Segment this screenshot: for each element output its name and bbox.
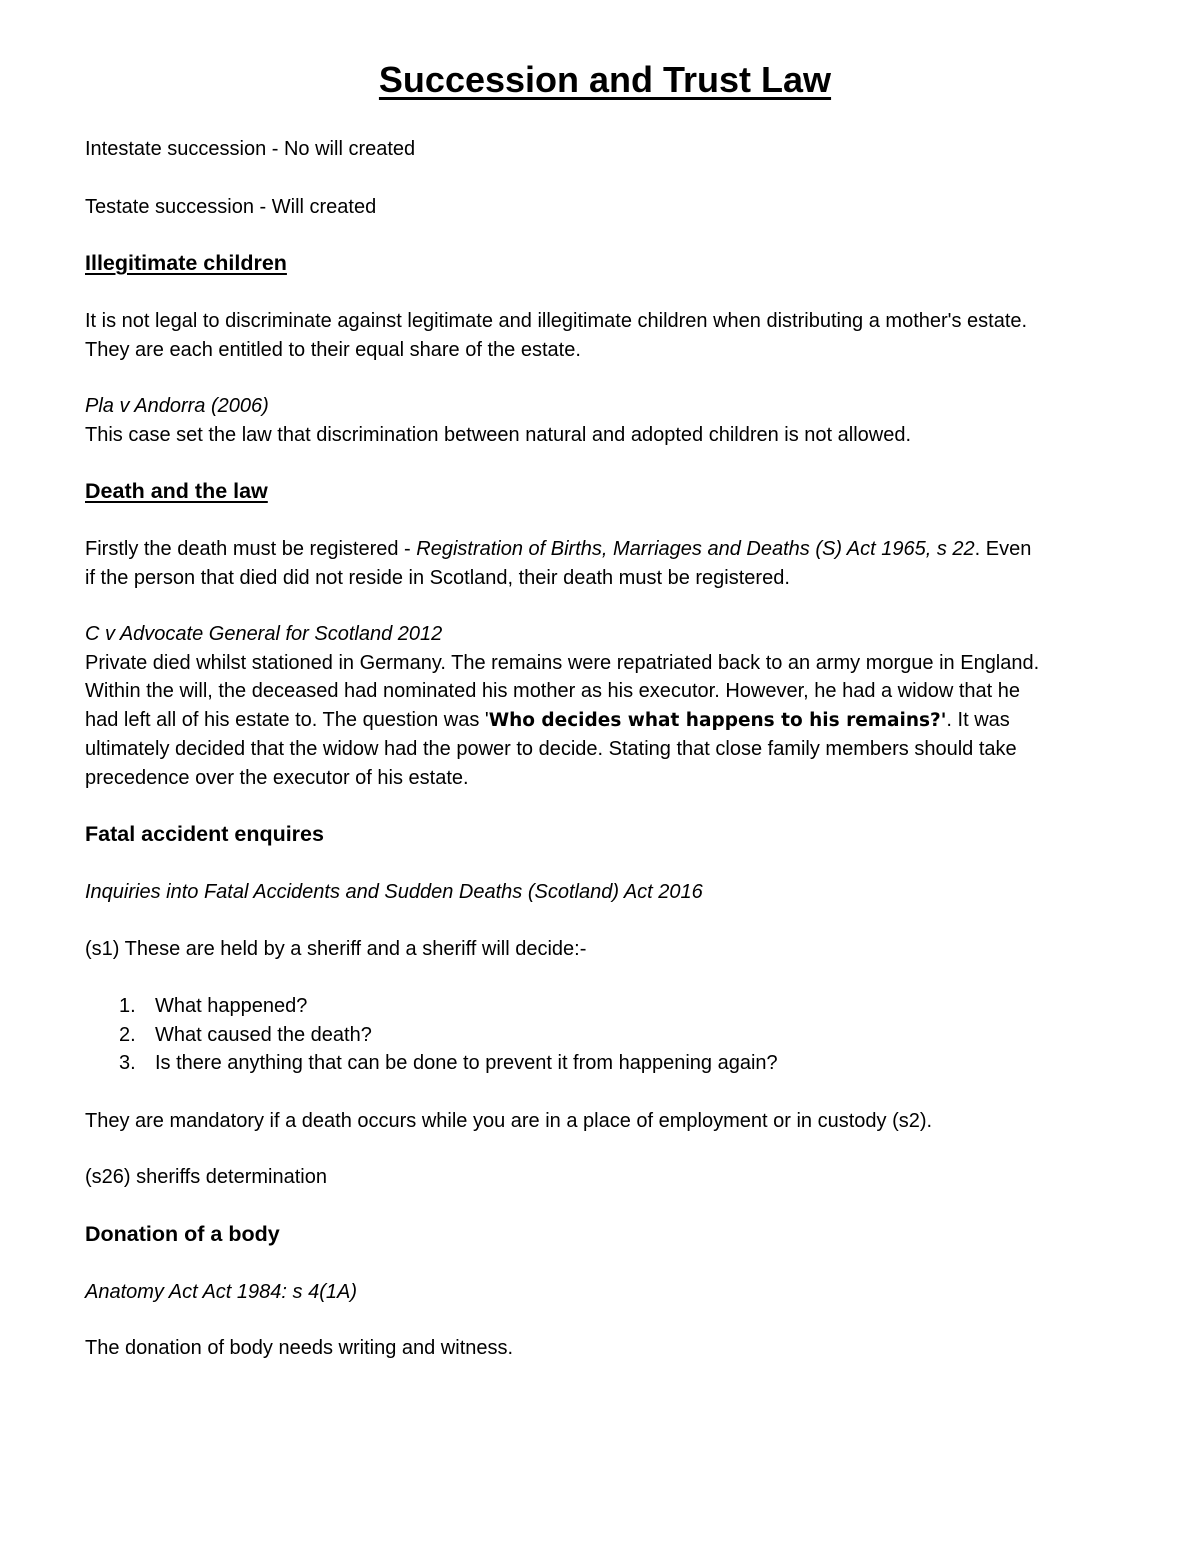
donation-requirement-text: The donation of body needs writing and witness.: [85, 1337, 514, 1359]
sheriff-decision-list: [85, 992, 1125, 1078]
list-item: [85, 1049, 1125, 1078]
heading-donation-of-a-body: Donation of a body: [85, 1221, 280, 1246]
death-registration-text-end: . Even: [974, 538, 1032, 560]
case-text-line-3-start: had left all of his estate to. The question was ': [85, 708, 489, 731]
testate-definition: Testate succession - Will created: [85, 195, 377, 218]
list-item: [85, 1021, 1125, 1050]
list-item-text: What happened?: [155, 995, 308, 1017]
list-item-number: 2.: [119, 1023, 136, 1046]
intestate-definition: Intestate succession - No will created: [85, 138, 416, 160]
fatal-accidents-act-citation: Inquiries into Fatal Accidents and Sudden Deaths (Scotland) Act 2016: [85, 881, 703, 903]
page-title: Succession and Trust Law: [378, 59, 832, 100]
illegitimate-paragraph-line-1: It is not legal to discriminate against legitimate and illegitimate children when distributing a mother's estate.: [85, 310, 1028, 332]
case-text-line-5: precedence over the executor of his estate.: [85, 766, 469, 789]
heading-illegitimate-children: Illegitimate children: [85, 251, 287, 275]
heading-death-and-the-law: Death and the law: [85, 479, 268, 503]
s1-sheriff-text: (s1) These are held by a sheriff and a sheriff will decide:-: [85, 937, 587, 960]
case-text-line-3: [85, 706, 1125, 736]
list-item-number: 1.: [119, 995, 136, 1017]
mandatory-enquiry-text: They are mandatory if a death occurs while you are in a place of employment or in custody (s2).: [85, 1109, 933, 1132]
case-text-line-4: ultimately decided that the widow had the power to decide. Stating that close family members should take: [85, 738, 1017, 760]
case-text-line-1: Private died whilst stationed in Germany. The remains were repatriated back to an army morgue in England.: [85, 651, 1040, 674]
anatomy-act-citation: Anatomy Act Act 1984: s 4(1A): [85, 1280, 357, 1303]
case-name-pla-v-andorra: Pla v Andorra (2006): [85, 395, 269, 417]
registration-act-citation: Registration of Births, Marriages and Deaths (S) Act 1965, s 22: [416, 538, 975, 560]
death-registration-line-1: [85, 535, 1125, 564]
death-registration-text: Firstly the death must be registered -: [85, 538, 417, 560]
case-text-line-3-end: . It was: [946, 708, 1010, 731]
s26-determination-text: (s26) sheriffs determination: [85, 1166, 327, 1188]
case-text-line-2: Within the will, the deceased had nominated his mother as his executor. However, he had a widow that he: [85, 680, 1020, 702]
case-question-bold: Who decides what happens to his remains?': [488, 709, 947, 731]
document-page: [85, 56, 1125, 1363]
illegitimate-paragraph-line-2: They are each entitled to their equal share of the estate.: [85, 338, 581, 361]
list-item-number: 3.: [119, 1052, 136, 1074]
death-registration-line-2: if the person that died did not reside in Scotland, their death must be registered.: [85, 566, 790, 589]
list-item: [85, 992, 1125, 1021]
list-item-text: What caused the death?: [155, 1023, 372, 1046]
case-text-pla-v-andorra: This case set the law that discrimination between natural and adopted children is not allowed.: [85, 423, 912, 446]
heading-fatal-accident-enquires: Fatal accident enquires: [85, 822, 324, 846]
list-item-text: Is there anything that can be done to prevent it from happening again?: [155, 1052, 778, 1074]
case-name-c-v-advocate-general: C v Advocate General for Scotland 2012: [85, 623, 443, 645]
